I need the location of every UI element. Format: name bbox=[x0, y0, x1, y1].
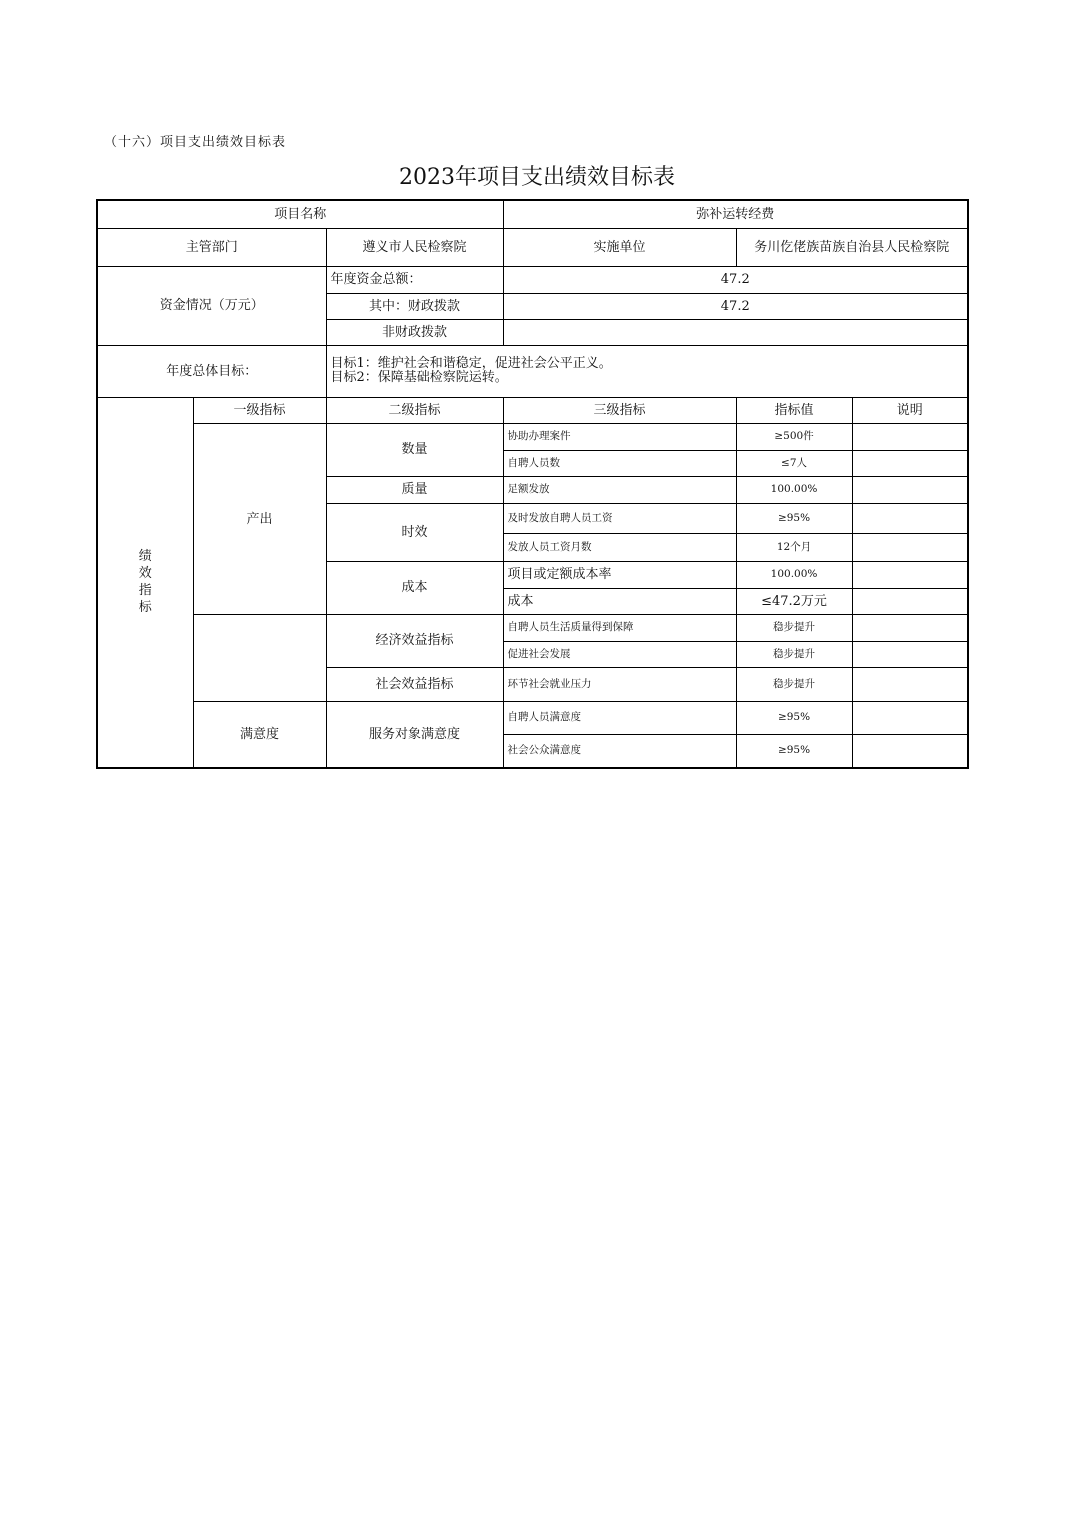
section-heading: （十六）项目支出绩效目标表 bbox=[104, 135, 287, 150]
indicator-name: 自聘人员数 bbox=[503, 450, 736, 476]
annual-goals-label: 年度总体目标： bbox=[97, 345, 326, 397]
department-value: 遵义市人民检察院 bbox=[326, 228, 503, 266]
indicator-name: 社会公众满意度 bbox=[503, 734, 736, 768]
indicator-note bbox=[852, 614, 968, 641]
funds-total-value: 47.2 bbox=[503, 266, 968, 293]
indicator-note bbox=[852, 561, 968, 588]
indicator-value: 稳步提升 bbox=[736, 641, 852, 667]
project-name-value: 弥补运转经费 bbox=[503, 200, 968, 228]
indicator-note bbox=[852, 503, 968, 533]
indicator-value: ≤7人 bbox=[736, 450, 852, 476]
implementing-unit-value: 务川仡佬族苗族自治县人民检察院 bbox=[736, 228, 968, 266]
indicator-note bbox=[852, 734, 968, 768]
indicator-value: ≥95% bbox=[736, 701, 852, 734]
funds-total-label: 年度资金总额： bbox=[326, 266, 503, 293]
indicator-note bbox=[852, 476, 968, 503]
department-label: 主管部门 bbox=[97, 228, 326, 266]
indicator-name: 环节社会就业压力 bbox=[503, 667, 736, 701]
level2-social: 社会效益指标 bbox=[326, 667, 503, 701]
header-value: 指标值 bbox=[736, 397, 852, 423]
funds-label: 资金情况（万元） bbox=[97, 266, 326, 345]
level2-quantity: 数量 bbox=[326, 423, 503, 476]
indicator-note bbox=[852, 641, 968, 667]
level1-effect bbox=[193, 614, 326, 701]
indicator-value: ≤47.2万元 bbox=[736, 588, 852, 614]
level2-economic: 经济效益指标 bbox=[326, 614, 503, 667]
indicator-value: 12个月 bbox=[736, 533, 852, 561]
indicator-note bbox=[852, 701, 968, 734]
level2-service: 服务对象满意度 bbox=[326, 701, 503, 768]
header-note: 说明 bbox=[852, 397, 968, 423]
indicator-note bbox=[852, 423, 968, 450]
indicator-name: 足额发放 bbox=[503, 476, 736, 503]
annual-goals-text bbox=[326, 345, 968, 397]
goal-line-1: 目标1：维护社会和谐稳定，促进社会公平正义。 bbox=[330, 356, 612, 371]
indicator-note bbox=[852, 533, 968, 561]
indicator-note bbox=[852, 450, 968, 476]
goal-line-2: 目标2：保障基础检察院运转。 bbox=[330, 370, 508, 385]
indicator-name: 协助办理案件 bbox=[503, 423, 736, 450]
project-name-label: 项目名称 bbox=[97, 200, 503, 228]
indicator-value: 100.00% bbox=[736, 476, 852, 503]
indicator-name: 促进社会发展 bbox=[503, 641, 736, 667]
indicator-value: ≥95% bbox=[736, 503, 852, 533]
funds-fiscal-label: 其中：财政拨款 bbox=[326, 293, 503, 319]
level2-cost: 成本 bbox=[326, 561, 503, 614]
level2-timeliness: 时效 bbox=[326, 503, 503, 561]
indicator-name: 及时发放自聘人员工资 bbox=[503, 503, 736, 533]
indicator-name: 发放人员工资月数 bbox=[503, 533, 736, 561]
performance-target-table bbox=[96, 199, 969, 769]
indicator-value: 100.00% bbox=[736, 561, 852, 588]
performance-indicators-label: 绩效指标 bbox=[97, 397, 193, 768]
header-level1: 一级指标 bbox=[193, 397, 326, 423]
indicator-note bbox=[852, 667, 968, 701]
header-level2: 二级指标 bbox=[326, 397, 503, 423]
indicator-value: ≥500件 bbox=[736, 423, 852, 450]
funds-nonfiscal-label: 非财政拨款 bbox=[326, 319, 503, 345]
level1-satisfaction: 满意度 bbox=[193, 701, 326, 768]
indicator-note bbox=[852, 588, 968, 614]
indicator-name: 自聘人员满意度 bbox=[503, 701, 736, 734]
funds-fiscal-value: 47.2 bbox=[503, 293, 968, 319]
indicator-value: 稳步提升 bbox=[736, 614, 852, 641]
header-level3: 三级指标 bbox=[503, 397, 736, 423]
implementing-unit-label: 实施单位 bbox=[503, 228, 736, 266]
indicator-name: 自聘人员生活质量得到保障 bbox=[503, 614, 736, 641]
level1-output: 产出 bbox=[193, 423, 326, 614]
indicator-name: 成本 bbox=[503, 588, 736, 614]
indicator-value: ≥95% bbox=[736, 734, 852, 768]
level2-quality: 质量 bbox=[326, 476, 503, 503]
indicator-value: 稳步提升 bbox=[736, 667, 852, 701]
indicator-name: 项目或定额成本率 bbox=[503, 561, 736, 588]
funds-nonfiscal-value bbox=[503, 319, 968, 345]
page-title: 2023年项目支出绩效目标表 bbox=[399, 165, 675, 190]
